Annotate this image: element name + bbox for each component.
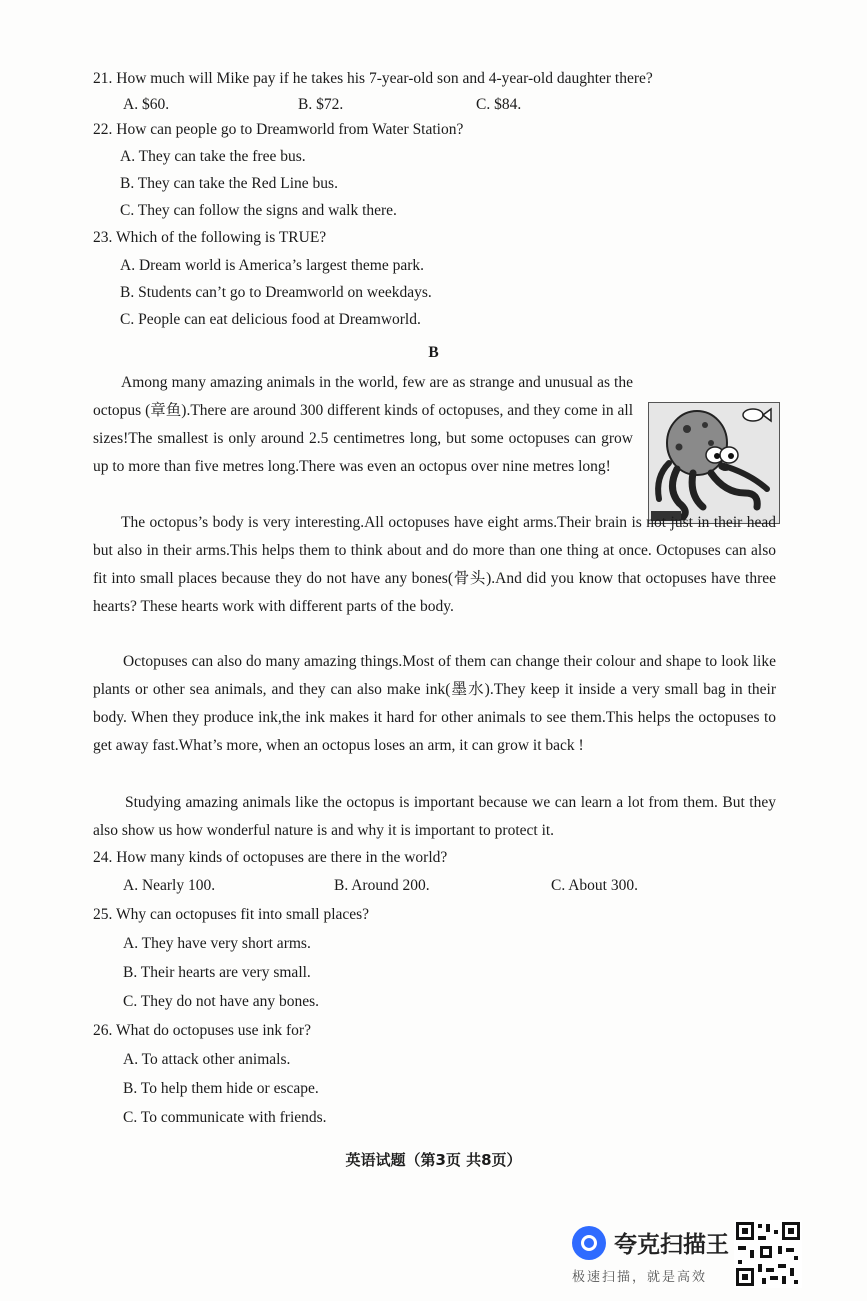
- octopus-illustration: [648, 402, 780, 524]
- option-21-c: C. $84.: [476, 96, 522, 113]
- option-22-c: C. They can follow the signs and walk there.: [120, 202, 397, 219]
- scanner-watermark: [572, 1224, 732, 1284]
- option-23-b: B. Students can’t go to Dreamworld on weekdays.: [120, 284, 432, 301]
- page-footer: 英语试题（第3页 共8页）: [345, 1151, 522, 1169]
- question-26: 26. What do octopuses use ink for?: [93, 1022, 311, 1039]
- passage-paragraph-4: Studying amazing animals like the octopus is important because we can learn a lot from them. But they also show us how wonderful nature is and why it is important to protect it.: [93, 794, 776, 839]
- option-21-a: A. $60.: [123, 96, 170, 113]
- option-26-b: B. To help them hide or escape.: [123, 1080, 319, 1097]
- option-22-b: B. They can take the Red Line bus.: [120, 175, 338, 192]
- qr-code-icon: [734, 1220, 802, 1288]
- option-23-a: A. Dream world is America’s largest theme park.: [120, 257, 425, 274]
- scanner-brand-name: 夸克扫描王: [614, 1232, 729, 1258]
- option-25-b: B. Their hearts are very small.: [123, 964, 311, 981]
- scanner-brand-slogan: 极速扫描，就是高效: [572, 1270, 708, 1285]
- question-24: 24. How many kinds of octopuses are there in the world?: [93, 849, 448, 866]
- option-26-c: C. To communicate with friends.: [123, 1109, 327, 1126]
- option-22-a: A. They can take the free bus.: [120, 148, 306, 165]
- option-25-a: A. They have very short arms.: [123, 935, 311, 952]
- option-24-b: B. Around 200.: [334, 877, 430, 894]
- option-23-c: C. People can eat delicious food at Dreamworld.: [120, 311, 421, 328]
- question-25: 25. Why can octopuses fit into small places?: [93, 906, 370, 923]
- option-26-a: A. To attack other animals.: [123, 1051, 291, 1068]
- option-24-c: C. About 300.: [551, 877, 638, 894]
- passage-paragraph-1: Among many amazing animals in the world, few are as strange and unusual as the octopus (章鱼).There are around 300 different kinds of octopuses, and they come in all sizes!The smallest is only around 2.5 centimetres long, but some octopuses can grow up to more than five metres long.There was even an octopus over nine metres long!: [93, 374, 633, 475]
- section-b-title: B: [428, 344, 439, 361]
- quark-logo-icon: [572, 1226, 606, 1260]
- option-24-a: A. Nearly 100.: [123, 877, 216, 894]
- passage-paragraph-3: Octopuses can also do many amazing things.Most of them can change their colour and shape to look like plants or other sea animals, and they can also make ink(墨水).They keep it inside a very small bag in their body. When they produce ink,the ink makes it hard for other animals to see them.This helps the octopuses to get away fast.What’s more, when an octopus loses an arm, it can grow it back !: [93, 653, 776, 754]
- question-23: 23. Which of the following is TRUE?: [93, 229, 327, 246]
- question-21: 21. How much will Mike pay if he takes his 7-year-old son and 4-year-old daughter there?: [93, 70, 653, 87]
- option-25-c: C. They do not have any bones.: [123, 993, 320, 1010]
- passage-paragraph-2: The octopus’s body is very interesting.All octopuses have eight arms.Their brain is not just in their head but also in their arms.This helps them to think about and do more than one thing at once. Octopuses can also fit into small places because they do not have any bones(骨头).And did you know that octopuses have three hearts? These hearts work with different parts of the body.: [93, 514, 776, 615]
- option-21-b: B. $72.: [298, 96, 344, 113]
- question-22: 22. How can people go to Dreamworld from Water Station?: [93, 121, 464, 138]
- octopus-icon: [649, 403, 779, 523]
